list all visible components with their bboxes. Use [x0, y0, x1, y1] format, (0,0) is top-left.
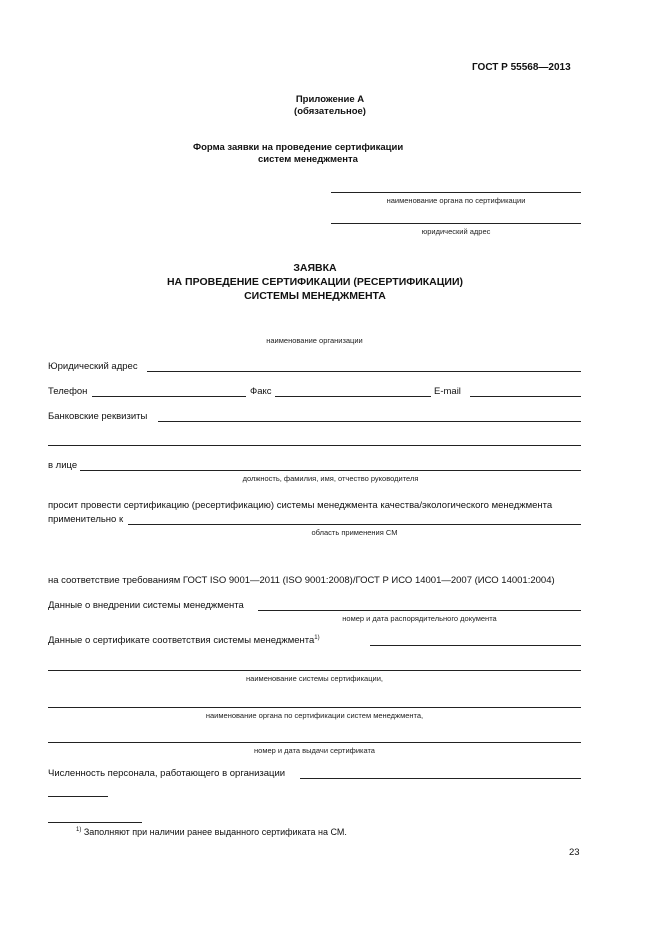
implementation-field[interactable] [258, 610, 581, 611]
request-text: просит провести сертификацию (ресертификацию) системы менеджмента качества/экологического менеджмента [48, 500, 553, 511]
certification-body-field[interactable] [48, 707, 581, 708]
phone-label: Телефон [48, 386, 88, 397]
certification-system-caption: наименование системы сертификации, [246, 674, 383, 683]
certificate-field[interactable] [370, 645, 581, 646]
scope-field[interactable] [128, 524, 581, 525]
certificate-footnote-mark: 1) [314, 635, 320, 641]
bank-details-label: Банковские реквизиты [48, 411, 148, 422]
bank-details-field-2[interactable] [48, 445, 581, 446]
implementation-caption: номер и дата распорядительного документа [342, 614, 497, 623]
application-title-line3: СИСТЕМЫ МЕНЕДЖМЕНТА [244, 290, 386, 302]
staff-count-label: Численность персонала, работающего в организации [48, 768, 286, 779]
legal-address-line[interactable] [331, 223, 581, 224]
head-person-field[interactable] [80, 470, 581, 471]
email-field[interactable] [470, 396, 581, 397]
scope-label: применительно к [48, 514, 124, 525]
certification-system-field[interactable] [48, 670, 581, 671]
legal-address-label: Юридический адрес [48, 361, 138, 372]
implementation-label: Данные о внедрении системы менеджмента [48, 600, 244, 611]
form-title-line1: Форма заявки на проведение сертификации [193, 142, 404, 153]
organization-name-caption: наименование организации [266, 336, 363, 345]
in-person-label: в лице [48, 460, 78, 471]
certificate-label [48, 635, 320, 646]
certification-body-line[interactable] [331, 192, 581, 193]
form-title-line2: систем менеджмента [258, 154, 358, 165]
footnote-mark: 1) [76, 827, 82, 833]
appendix-title: Приложение А [295, 94, 365, 105]
application-title-line2: НА ПРОВЕДЕНИЕ СЕРТИФИКАЦИИ (РЕСЕРТИФИКАЦИИ) [166, 276, 464, 288]
extra-field[interactable] [48, 796, 108, 797]
email-label: E-mail [434, 386, 461, 397]
fax-field[interactable] [275, 396, 431, 397]
legal-address-caption: юридический адрес [421, 227, 491, 236]
staff-count-field[interactable] [300, 778, 581, 779]
footnote [76, 827, 347, 837]
footnote-text: Заполняют при наличии ранее выданного сертификата на СМ. [83, 827, 347, 837]
certificate-label-text: Данные о сертификате соответствия системы менеджмента [48, 635, 315, 647]
scope-caption: область применения СМ [311, 528, 398, 537]
certificate-number-caption: номер и дата выдачи сертификата [254, 746, 375, 755]
head-person-caption: должность, фамилия, имя, отчество руководителя [242, 474, 419, 483]
footnote-separator [48, 822, 142, 823]
standards-text: на соответствие требованиям ГОСТ ISO 9001—2011 (ISO 9001:2008)/ГОСТ Р ИСО 14001—2007 (ИСО 14001:2004) [48, 575, 555, 586]
phone-field[interactable] [92, 396, 246, 397]
certification-body-name-caption: наименование органа по сертификации систем менеджмента, [205, 711, 424, 720]
application-title-line1: ЗАЯВКА [293, 262, 337, 274]
certification-body-caption: наименование органа по сертификации [386, 196, 526, 205]
page-number: 23 [569, 847, 580, 858]
document-code: ГОСТ Р 55568—2013 [472, 62, 571, 73]
appendix-note: (обязательное) [294, 106, 366, 117]
certificate-number-field[interactable] [48, 742, 581, 743]
legal-address-field[interactable] [147, 371, 581, 372]
fax-label: Факс [250, 386, 272, 397]
bank-details-field[interactable] [158, 421, 581, 422]
